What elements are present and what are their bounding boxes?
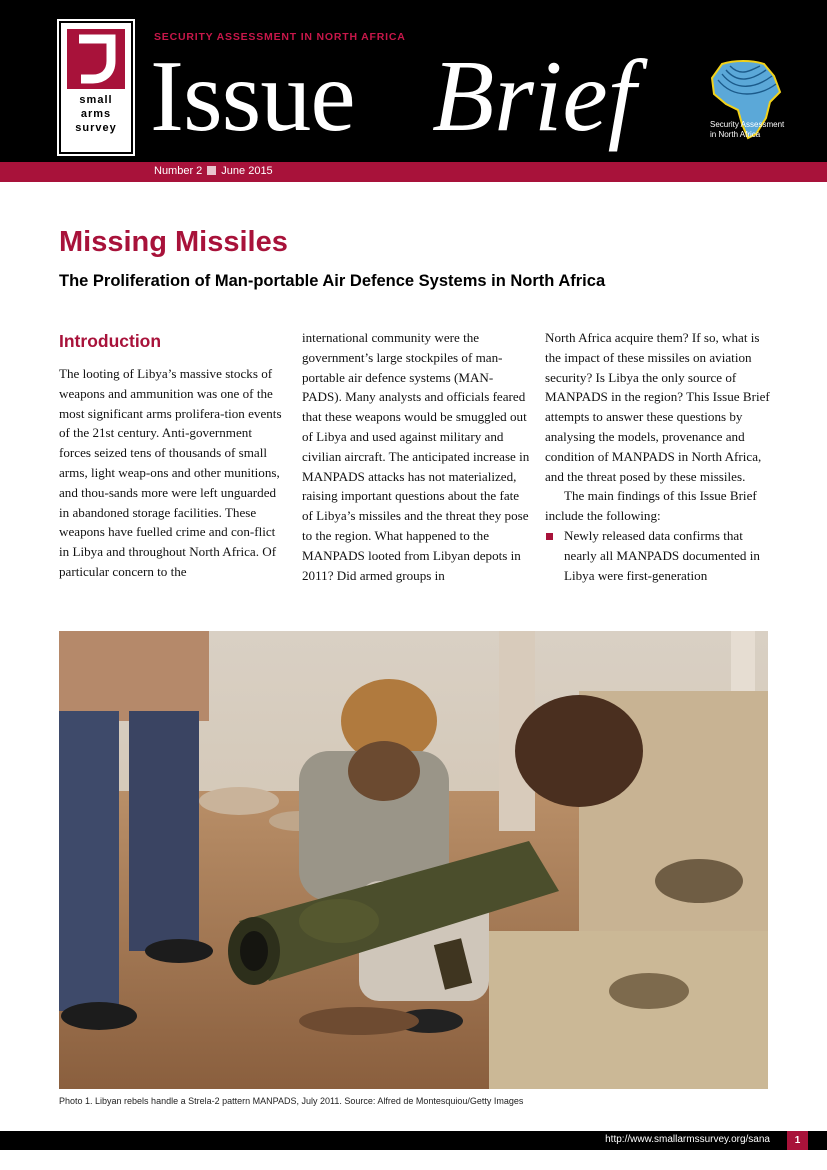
logo-line: small xyxy=(79,94,113,106)
body-column-3 xyxy=(545,328,773,585)
sana-label-line: Security Assessment xyxy=(710,120,785,129)
paragraph: The main findings of this Issue Brief include the following: xyxy=(545,488,757,524)
footer-bar xyxy=(0,1131,827,1150)
logo-line: arms xyxy=(80,108,112,120)
sana-label-line: in North Africa xyxy=(710,130,761,139)
logo-wordmark xyxy=(61,93,131,135)
paragraph: The looting of Libya’s massive stocks of weapons and ammunition was one of the most significant arms prolifera-tion events of the 21st century. Anti-government forces seized tens of thousands of small arms, light weap-ons and other munitions, and thou-sands more were left unguarded in abandoned storage facilities. These weapons have fuelled crime and con-flict in Libya and throughout North Africa. Of particular concern to the xyxy=(59,366,282,579)
paragraph: North Africa acquire them? If so, what is the impact of these missiles on aviation security? Is Libya the only source of MANPADS in the region? This Issue Brief attempts to answer these questions by analysing the models, provenance and condition of MANPADS in North Africa, and the threat posed by these missiles. xyxy=(545,330,770,484)
section-heading-introduction: Introduction xyxy=(59,331,162,351)
issue-number: Number 2 xyxy=(154,165,203,177)
issue-date: June 2015 xyxy=(221,165,273,177)
document-title: Missing Missiles xyxy=(59,226,288,258)
footer-url-link[interactable]: http://www.smallarmssurvey.org/sana xyxy=(605,1134,770,1145)
small-arms-survey-logo xyxy=(59,21,133,154)
sana-project-label xyxy=(710,120,784,140)
series-label: SECURITY ASSESSMENT IN NORTH AFRICA xyxy=(154,31,406,43)
body-column-2 xyxy=(302,328,530,585)
logo-line: survey xyxy=(75,122,117,134)
page-number: 1 xyxy=(787,1131,808,1150)
logo-mark-icon xyxy=(67,29,125,89)
issue-number-date xyxy=(154,165,273,177)
paragraph: international community were the government’s large stockpiles of man-portable air defence systems (MAN-PADS). Many analysts and officials feared that these weapons would be smuggled out of Libya and used against military and civilian aircraft. The anticipated increase in MANPADS attacks has not materialized, raising important questions about the fate of Libya’s missiles and the threat they pose to the region. What happened to the MANPADS looted from Libyan depots in 2011? Did armed groups in xyxy=(302,330,530,583)
body-column-1 xyxy=(59,364,287,582)
masthead-red-band xyxy=(0,162,827,182)
photo-caption: Photo 1. Libyan rebels handle a Strela-2 pattern MANPADS, July 2011. Source: Alfred de Montesquiou/Getty Images xyxy=(59,1096,524,1106)
photo-libyan-rebels-manpads xyxy=(59,631,768,1089)
masthead-title-issue: Issue xyxy=(150,40,355,153)
document-subtitle: The Proliferation of Man-portable Air Defence Systems in North Africa xyxy=(59,272,606,290)
masthead-title-brief: Brief xyxy=(432,40,636,153)
bullet-text: Newly released data confirms that nearly all MANPADS documented in Libya were first-generation xyxy=(564,527,760,583)
findings-bullet xyxy=(545,526,773,585)
separator-square-icon xyxy=(207,166,216,175)
bullet-square-icon xyxy=(546,533,553,540)
